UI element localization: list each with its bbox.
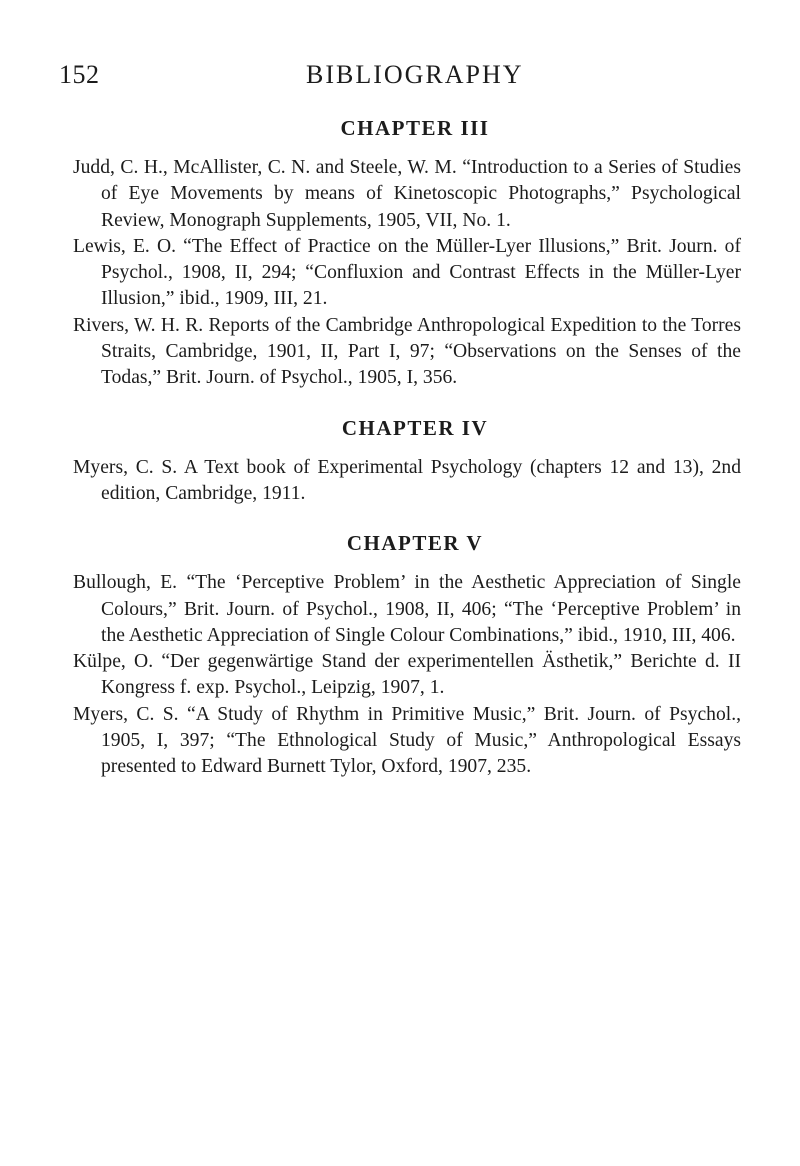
bibliography-entry: Judd, C. H., McAllister, C. N. and Steele, W. M. “Introduction to a Series of Studies of Eye Movements by means of Kinetoscopic Photographs,” Psychological Review, Monograph Supplements, 1905, VII, No. 1. bbox=[73, 157, 741, 231]
chapter-heading: CHAPTER III bbox=[340, 116, 490, 140]
chapter-5-section bbox=[73, 531, 741, 780]
bibliography-entry: Bullough, E. “The ‘Perceptive Problem’ in the Aesthetic Appreciation of Single Colours,” Brit. Journ. of Psychol., 1908, II, 406; “The ‘Perceptive Problem’ in the Aesthetic Appreciation of Single Colour Combinations,” ibid., 1910, III, 406. bbox=[73, 572, 741, 646]
running-head bbox=[59, 60, 740, 94]
chapter-heading: CHAPTER V bbox=[346, 531, 484, 556]
chapter-heading: CHAPTER IV bbox=[341, 415, 489, 440]
page-number: 152 bbox=[59, 60, 100, 89]
bibliography-entry: Lewis, E. O. “The Effect of Practice on the Müller-Lyer Illusions,” Brit. Journ. of Psychol., 1908, II, 294; “Confluxion and Contrast Effects in the Müller-Lyer Illusion,” ibid., 1909, III, 21. bbox=[73, 235, 741, 310]
bibliography-entry: Külpe, O. “Der gegenwärtige Stand der experimentellen Ästhetik,” Berichte d. II Kongress f. exp. Psychol., Leipzig, 1907, 1. bbox=[73, 651, 741, 699]
chapter-4-section bbox=[73, 416, 741, 508]
running-title: BIBLIOGRAPHY bbox=[306, 60, 524, 89]
bibliography-entry: Myers, C. S. “A Study of Rhythm in Primitive Music,” Brit. Journ. of Psychol., 1905, I, 397; “The Ethnological Study of Music,” Anthropological Essays presented to Edward Burnett Tylor, Oxford, 1907, 235. bbox=[73, 703, 741, 778]
chapter-3-section bbox=[73, 116, 741, 392]
bibliography-entry: Rivers, W. H. R. Reports of the Cambridge Anthropological Expedition to the Torres Straits, Cambridge, 1901, II, Part I, 97; “Observations on the Senses of the Todas,” Brit. Journ. of Psychol., 1905, I, 356. bbox=[73, 314, 741, 389]
bibliography-content bbox=[73, 116, 741, 781]
bibliography-entry: Myers, C. S. A Text book of Experimental Psychology (chapters 12 and 13), 2nd edition, Cambridge, 1911. bbox=[73, 456, 741, 504]
